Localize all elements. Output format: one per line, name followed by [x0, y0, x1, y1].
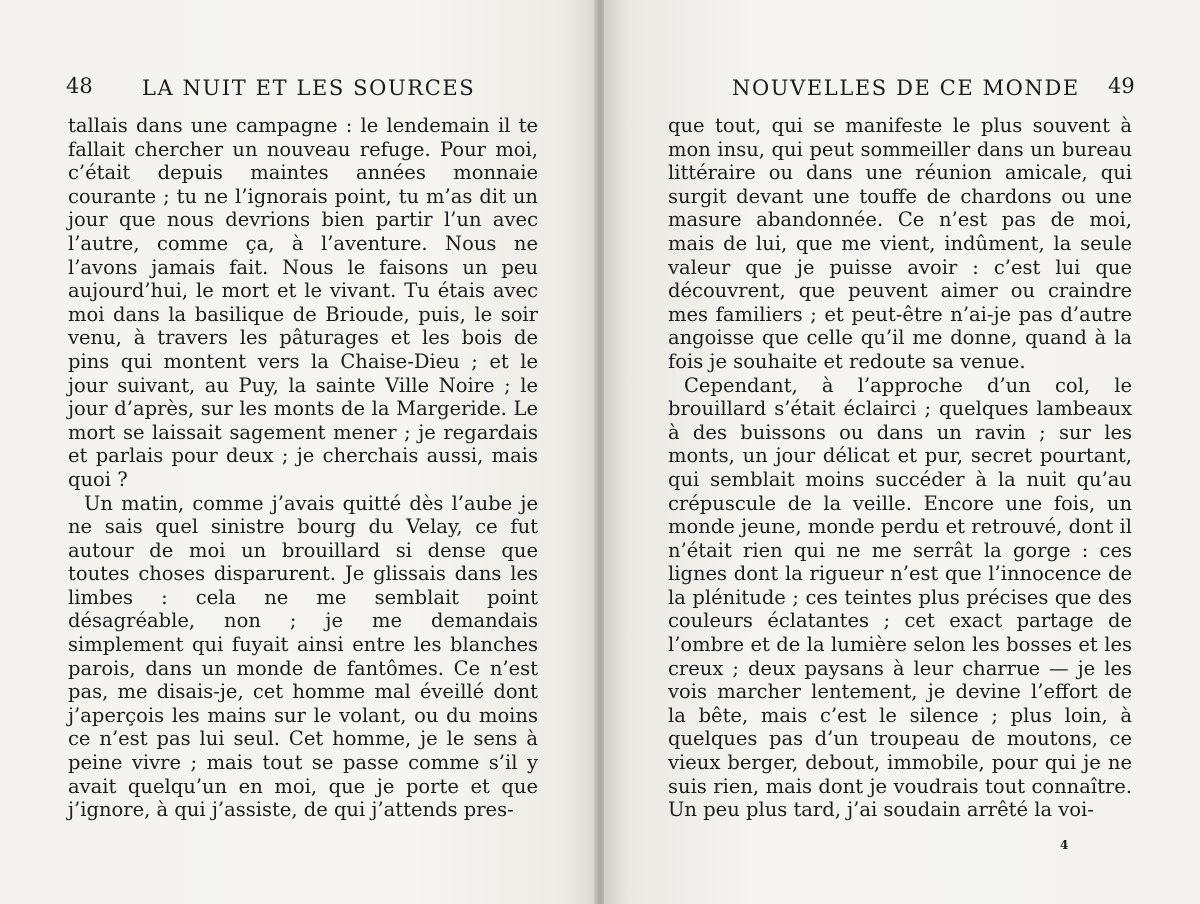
left-paragraph-1: tallais dans une campagne : le lendemain il te fallait chercher un nouveau refuge. Pour moi, c’était depuis maintes années monnaie courante ; tu ne l’ignorais point, tu m’as dit un jour que nous devrions bien partir l’un avec l’autre, comme ça, à l’aventure. Nous ne l’avons jamais fait. Nous le faisons un peu aujourd’hui, le mort et le vivant. Tu étais avec moi dans la basilique de Brioude, puis, le soir venu, à travers les pâturages et les bois de pins qui montent vers la Chaise-Dieu ; et le jour suivant, au Puy, la sainte Ville Noire ; le jour d’après, sur les monts de la Margeride. Le mort se laissait sagement mener ; je regardais et parlais pour deux ; je cherchais aussi, mais quoi ? [68, 114, 538, 491]
right-page [604, 0, 1200, 904]
signature-mark: 4 [1060, 838, 1069, 852]
right-paragraph-1: que tout, qui se manifeste le plus souvent à mon insu, qui peut sommeiller dans un bureau littéraire ou dans une réunion amicale, qui surgit devant une touffe de chardons ou une masure abandonnée. Ce n’est pas de moi, mais de lui, que me vient, indûment, la seule valeur que je puisse avoir : c’est lui que découvrent, que peuvent aimer ou craindre mes familiers ; et peut-être n’ai-je pas d’autre angoisse que celle qu’il me donne, quand à la fois je souhaite et redoute sa venue. [668, 114, 1132, 373]
left-body-text [68, 114, 538, 822]
left-page-number: 48 [66, 74, 93, 98]
right-running-head: NOUVELLES DE CE MONDE [732, 76, 1080, 100]
left-page [0, 0, 596, 904]
left-paragraph-2: Un matin, comme j’avais quitté dès l’aube je ne sais quel sinistre bourg du Velay, ce fut autour de moi un brouillard si dense que toutes choses disparurent. Je glissais dans les limbes : cela ne me semblait point désagréable, non ; je me demandais simplement qui fuyait ainsi entre les blanches parois, dans un monde de fantômes. Ce n’est pas, me disais-je, cet homme mal éveillé dont j’aperçois les mains sur le volant, ou du moins ce n’est pas lui seul. Cet homme, je le sens à peine vivre ; mais tout se passe comme s’il y avait quelqu’un en moi, que je porte et que j’ignore, à qui j’assiste, de qui j’attends pres- [68, 491, 538, 822]
left-running-head: LA NUIT ET LES SOURCES [142, 76, 476, 100]
right-page-number: 49 [1108, 74, 1135, 98]
right-body-text [668, 114, 1132, 822]
right-paragraph-2: Cependant, à l’approche d’un col, le brouillard s’était éclairci ; quelques lambeaux à des buissons ou dans un ravin ; sur les monts, un jour délicat et pur, secret pourtant, qui semblait moins succéder à la nuit qu’au crépuscule de la veille. Encore une fois, un monde jeune, monde perdu et retrouvé, dont il n’était rien qui ne me serrât la gorge : ces lignes dont la rigueur n’est que l’innocence de la plénitude ; ces teintes plus précises que des couleurs éclatantes ; cet exact partage de l’ombre et de la lumière selon les bosses et les creux ; deux paysans à leur charrue — je les vois marcher lentement, je devine l’effort de la bête, mais c’est le silence ; plus loin, à quelques pas d’un troupeau de moutons, ce vieux berger, debout, immobile, pour qui je ne suis rien, mais dont je voudrais tout connaître. Un peu plus tard, j’ai soudain arrêté la voi- [668, 373, 1132, 822]
